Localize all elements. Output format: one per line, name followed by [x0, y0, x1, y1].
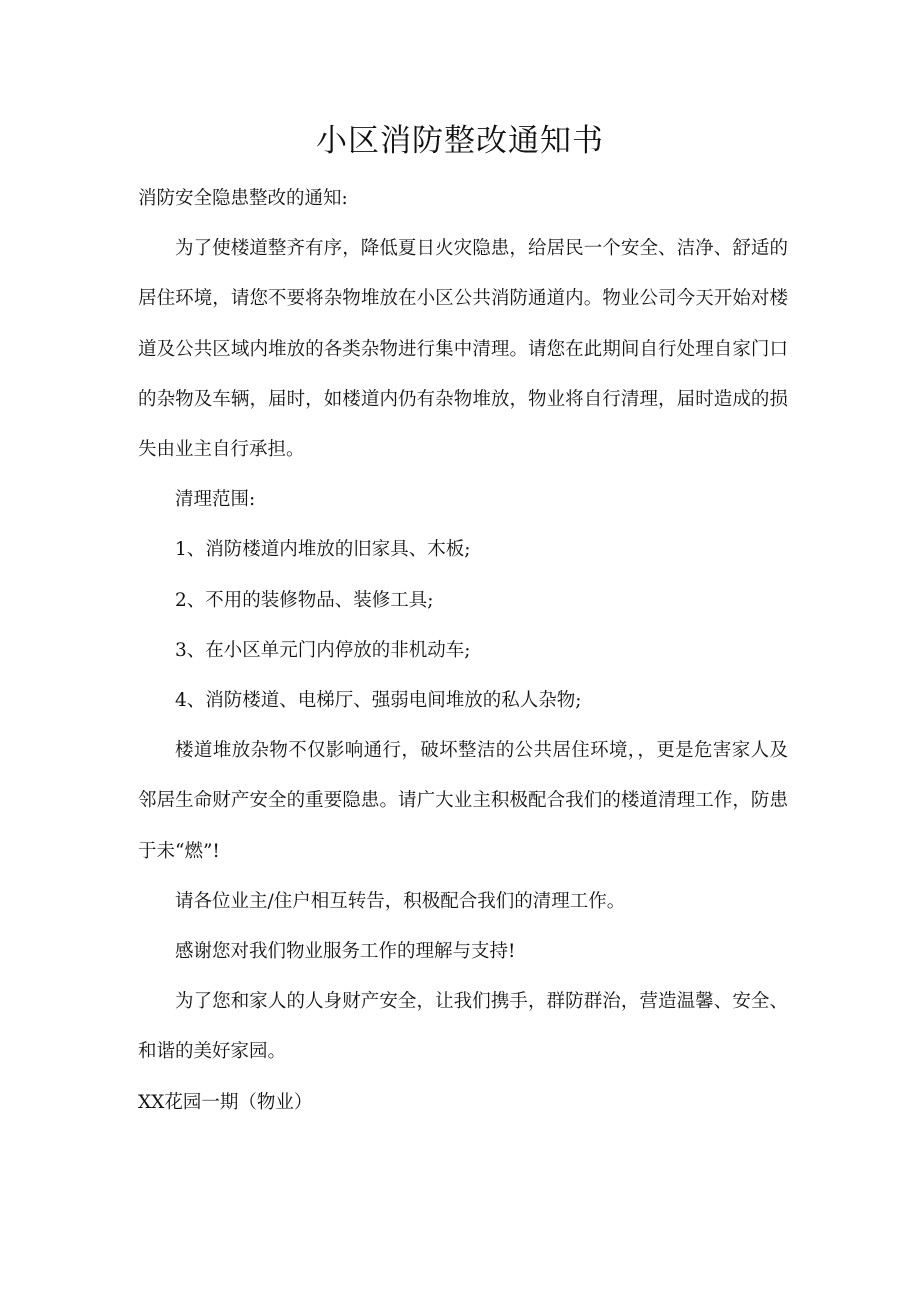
paragraph-hazard: 楼道堆放杂物不仅影响通行，破坏整洁的公共居住环境，，更是危害家人及邻居生命财产安全的重要隐患。请广大业主积极配合我们的楼道清理工作，防患于未“燃”!: [138, 740, 788, 862]
scope-item-2: 2、不用的装修物品、装修工具;: [175, 589, 434, 611]
scope-heading: 清理范围:: [175, 489, 256, 511]
paragraph-forward: 请各位业主/住户相互转告，积极配合我们的清理工作。: [175, 890, 626, 912]
paragraph-intro: 为了使楼道整齐有序，降低夏日火灾隐患，给居民一个安全、洁净、舒适的居住环境，请您不要将杂物堆放在小区公共消防通道内。物业公司今天开始对楼道及公共区域内堆放的各类杂物进行集中清理。请您在此期间自行处理自家门口的杂物及车辆，届时，如楼道内仍有杂物堆放，物业将自行清理，届时造成的损失由业主自行承担。: [138, 238, 788, 461]
document-body: [138, 174, 788, 1128]
signature: XX花园一期（物业）: [138, 1091, 313, 1113]
scope-item-1: 1、消防楼道内堆放的旧家具、木板;: [175, 539, 471, 561]
paragraph-closing: 为了您和家人的人身财产安全，让我们携手，群防群治，营造温馨、安全、和谐的美好家园。: [138, 991, 788, 1063]
document-title: 小区消防整改通知书: [316, 123, 604, 159]
paragraph-thanks: 感谢您对我们物业服务工作的理解与支持!: [175, 941, 516, 963]
salutation: 消防安全隐患整改的通知:: [138, 188, 348, 209]
scope-item-4: 4、消防楼道、电梯厅、强弱电间堆放的私人杂物;: [175, 690, 582, 712]
scope-item-3: 3、在小区单元门内停放的非机动车;: [175, 639, 471, 661]
